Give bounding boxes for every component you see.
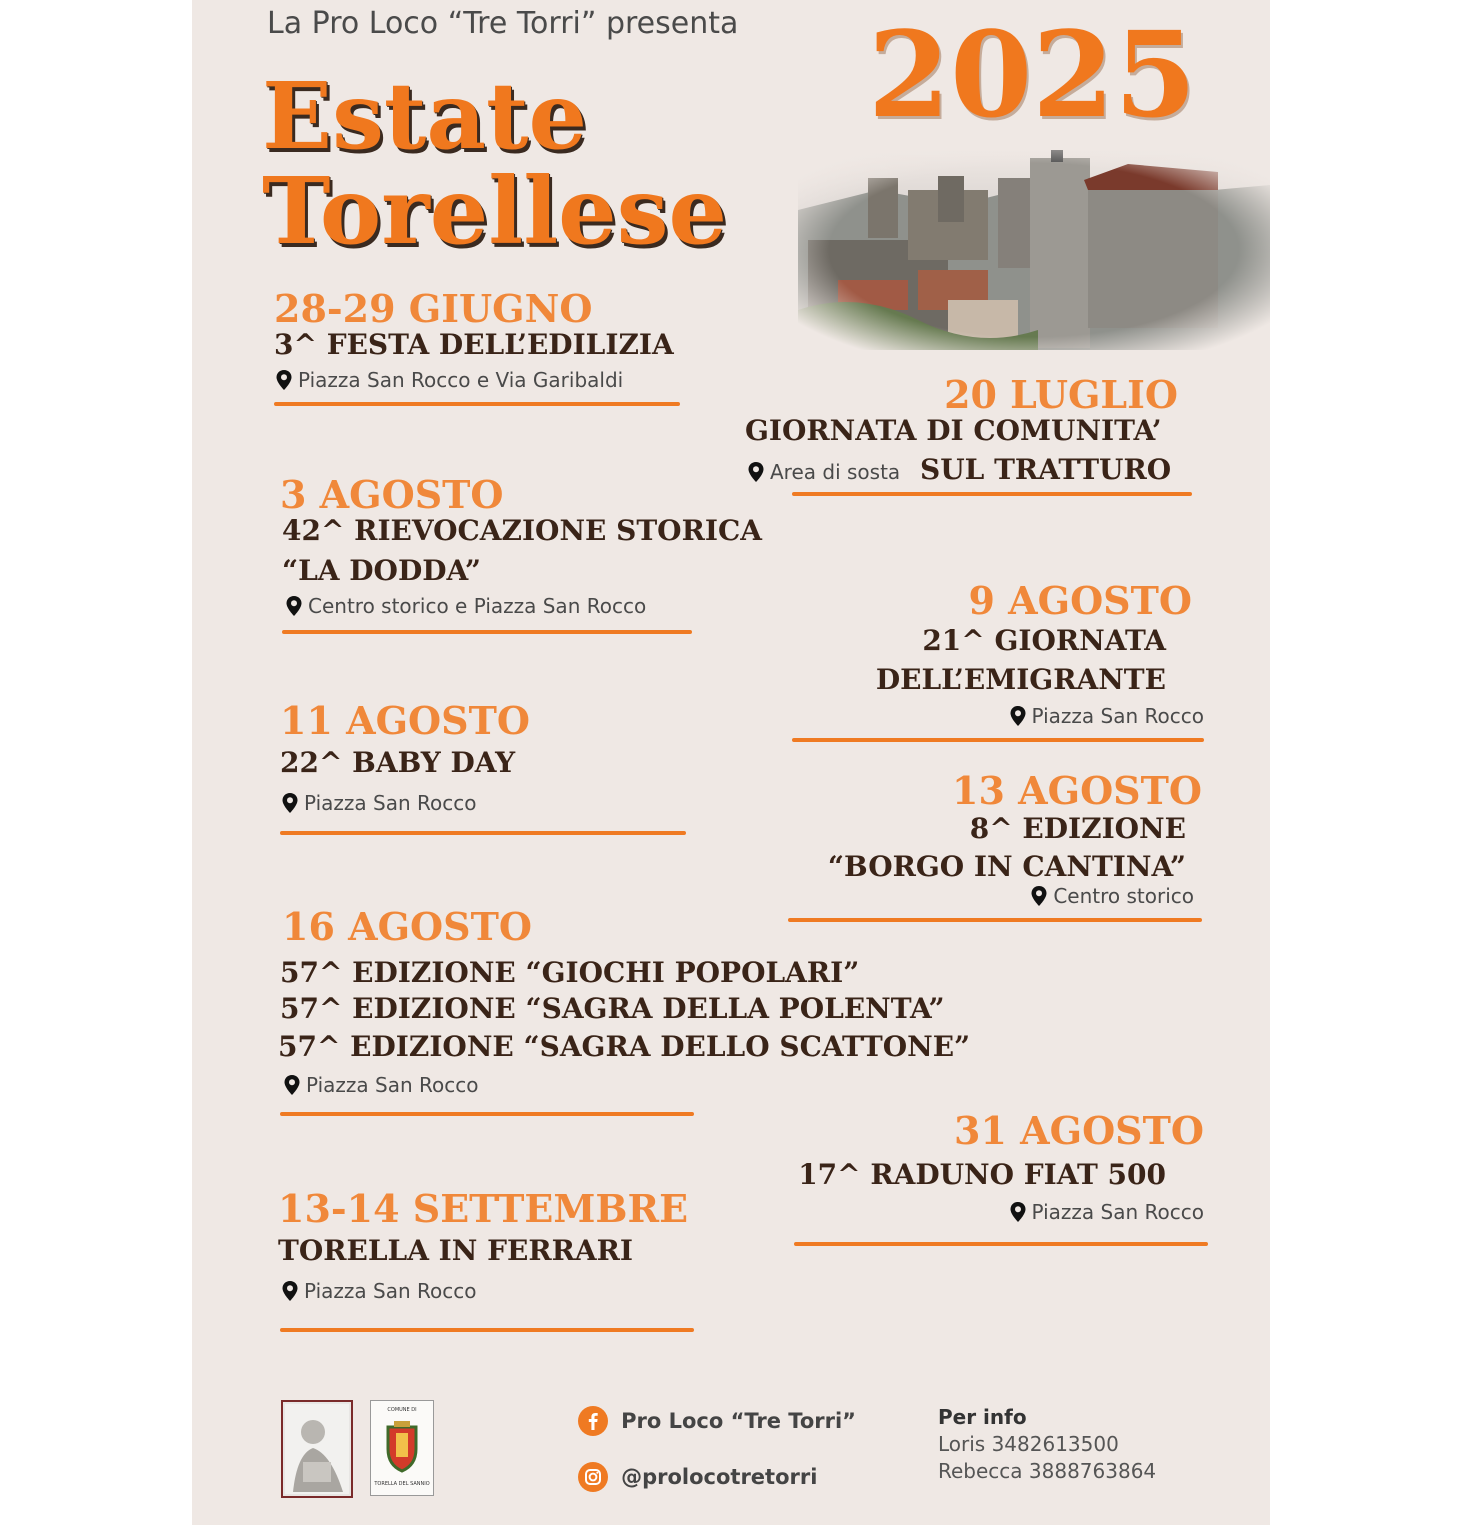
event-title: 3^ FESTA DELL’EDILIZIA [274, 328, 674, 361]
event-title: 57^ EDIZIONE “SAGRA DELLO SCATTONE” [278, 1030, 971, 1063]
event-location-text: Piazza San Rocco [306, 1073, 479, 1097]
event-title: DELL’EMIGRANTE [875, 663, 1166, 696]
presenter-text: La Pro Loco “Tre Torri” presenta [267, 6, 739, 41]
event-title: 17^ RADUNO FIAT 500 [798, 1158, 1166, 1191]
instagram-handle: @prolocotretorri [621, 1465, 818, 1489]
event-title: SUL TRATTURO [920, 453, 1172, 486]
divider [280, 1112, 694, 1116]
event-location-text: Piazza San Rocco [1031, 1200, 1204, 1224]
divider [792, 492, 1192, 496]
event-location [1010, 1202, 1205, 1222]
event-location [286, 596, 646, 616]
event-title: 42^ RIEVOCAZIONE STORICA [282, 514, 762, 547]
event-location [282, 793, 477, 813]
event-title: 57^ EDIZIONE “GIOCHI POPOLARI” [280, 956, 860, 989]
location-pin-icon [1031, 886, 1047, 906]
event-date: 9 AGOSTO [968, 578, 1192, 623]
event-poster [192, 0, 1270, 1525]
event-location-text: Area di sosta [770, 460, 901, 484]
instagram-icon [578, 1462, 608, 1492]
event-location [284, 1075, 479, 1095]
divider [274, 402, 680, 406]
divider [788, 918, 1202, 922]
contact-info [938, 1404, 1156, 1485]
instagram-link[interactable] [578, 1462, 817, 1492]
event-location [748, 462, 900, 482]
contact-loris: Loris 3482613500 [938, 1432, 1119, 1456]
location-pin-icon [284, 1075, 300, 1095]
crest-bottom-text: TORELLA DEL SANNIO [374, 1481, 430, 1487]
event-date: 13 AGOSTO [952, 768, 1202, 813]
title-torellese: Torellese [262, 157, 728, 265]
location-pin-icon [286, 596, 302, 616]
event-date: 20 LUGLIO [944, 372, 1178, 417]
location-pin-icon [1010, 1202, 1026, 1222]
event-location [276, 370, 623, 390]
event-title: TORELLA IN FERRARI [278, 1234, 633, 1267]
divider [282, 630, 692, 634]
event-title: 22^ BABY DAY [280, 746, 516, 779]
location-pin-icon [282, 793, 298, 813]
event-title: 57^ EDIZIONE “SAGRA DELLA POLENTA” [280, 992, 945, 1025]
coat-of-arms-icon [382, 1419, 422, 1475]
facebook-handle: Pro Loco “Tre Torri” [621, 1409, 856, 1433]
location-pin-icon [1010, 706, 1026, 726]
facebook-link[interactable] [578, 1406, 856, 1436]
event-title: 21^ GIORNATA [922, 624, 1166, 657]
event-date: 31 AGOSTO [954, 1108, 1204, 1153]
event-location [1031, 886, 1194, 906]
divider [280, 831, 686, 835]
crest-top-text: COMUNE DI [387, 1407, 417, 1413]
event-title: “BORGO IN CANTINA” [827, 850, 1186, 883]
divider [792, 738, 1204, 742]
divider [280, 1328, 694, 1332]
divider [794, 1242, 1208, 1246]
municipality-crest [370, 1400, 434, 1496]
event-location-text: Centro storico e Piazza San Rocco [308, 594, 647, 618]
event-location-text: Piazza San Rocco e Via Garibaldi [298, 368, 624, 392]
portrait-image [283, 1402, 351, 1496]
event-location-text: Piazza San Rocco [304, 791, 477, 815]
event-date: 28-29 GIUGNO [274, 286, 593, 331]
village-photo [798, 150, 1270, 350]
event-date: 3 AGOSTO [280, 472, 504, 517]
location-pin-icon [282, 1281, 298, 1301]
location-pin-icon [748, 462, 764, 482]
event-date: 13-14 SETTEMBRE [278, 1186, 689, 1231]
event-title: 8^ EDIZIONE [969, 812, 1186, 845]
event-location-text: Centro storico [1053, 884, 1194, 908]
contact-rebecca: Rebecca 3888763864 [938, 1459, 1157, 1483]
event-date: 11 AGOSTO [280, 698, 530, 743]
event-date: 16 AGOSTO [282, 904, 532, 949]
event-location-text: Piazza San Rocco [304, 1279, 477, 1303]
event-title: “LA DODDA” [282, 554, 482, 587]
title-estate: Estate [262, 62, 588, 170]
year-2025: 2025 [868, 5, 1197, 144]
location-pin-icon [276, 370, 292, 390]
event-location [282, 1281, 477, 1301]
event-location-text: Piazza San Rocco [1031, 704, 1204, 728]
event-location [1010, 706, 1205, 726]
facebook-icon [578, 1406, 608, 1436]
info-label: Per info [938, 1405, 1027, 1429]
event-title: GIORNATA DI COMUNITA’ [745, 414, 1162, 447]
proloco-logo [281, 1400, 353, 1498]
